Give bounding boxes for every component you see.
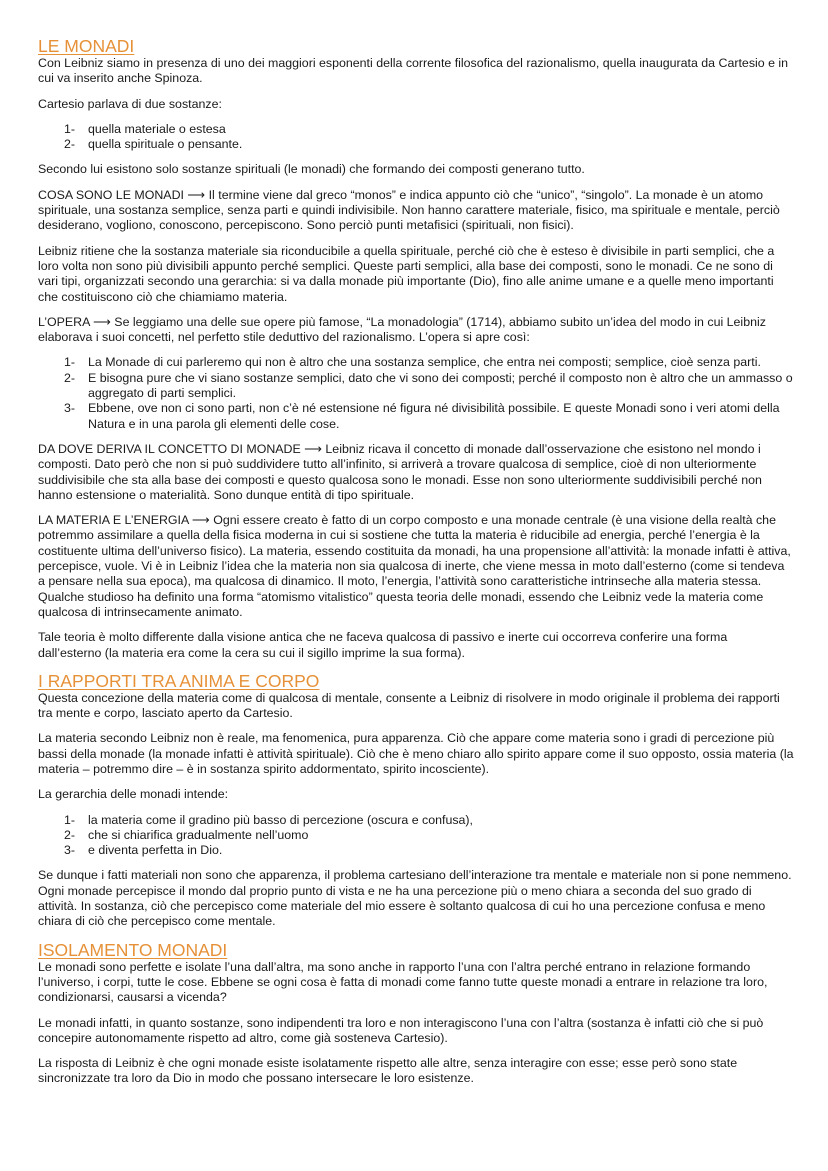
paragraph: Questa concezione della materia come di qualcosa di mentale, consente a Leibniz di risolvere in modo originale il problema dei rapporti tra mente e corpo, lasciato aperto da Cartesio. xyxy=(38,690,780,721)
list-number: 2- xyxy=(64,137,76,152)
list-number: 2- xyxy=(64,370,76,385)
list-item xyxy=(38,355,794,370)
list-number: 1- xyxy=(64,812,76,827)
paragraph: Leibniz ritiene che la sostanza materiale sia riconducibile a quella spirituale, perché ciò che è esteso è divisibile in parti semplici, che a loro volta non sono più divisibili appunto perché semplici. Queste parti semplici, alla base dei composti, sono le monadi. Ce ne sono di vari tipi, organizzati secondo una gerarchia: si va dalla monade più importante (Dio), fino alle anime umane e a quelle meno importanti che costituiscono ciò che chiamiamo materia. xyxy=(38,243,775,304)
paragraph: COSA SONO LE MONADI ⟶ Il termine viene dal greco “monos” e indica appunto ciò che “unico”, “singolo”. La monade è un atomo spirituale, una sostanza semplice, senza parti e quindi indivisibile. Non hanno carattere materiale, fisico, ma spirituale e mentale, perciò desiderano, vogliono, conoscono, percepiscono. Sono perciò punti metafisici (spirituali, non fisici). xyxy=(38,187,780,233)
section-title: I RAPPORTI TRA ANIMA E CORPO xyxy=(38,670,320,691)
list-text: e diventa perfetta in Dio. xyxy=(88,843,223,858)
list-text: E bisogna pure che vi siano sostanze semplici, dato che vi sono dei composti; perché il composto non è altro che un ammasso o aggregato di parti semplici. xyxy=(88,370,793,401)
list-text: Ebbene, ove non ci sono parti, non c’è né estensione né figura né divisibilità possibile. E queste Monadi sono i veri atomi della Natura e in una parola gli elementi delle cose. xyxy=(88,401,780,431)
list-item xyxy=(38,122,794,137)
numbered-list xyxy=(38,122,794,153)
list-text: La Monade di cui parleremo qui non è altro che una sostanza semplice, che entra nei composti; semplice, cioè senza parti. xyxy=(88,355,761,370)
list-number: 3- xyxy=(64,401,76,416)
list-number: 1- xyxy=(64,355,76,370)
paragraph: Tale teoria è molto differente dalla visione antica che ne faceva qualcosa di passivo e inerte cui occorreva conferire una forma dall’esterno (la materia era come la cera su cui il sigillo imprime la sua forma). xyxy=(38,630,728,660)
paragraph: La gerarchia delle monadi intende: xyxy=(38,787,229,802)
list-item xyxy=(38,813,794,828)
paragraph: La materia secondo Leibniz non è reale, ma fenomenica, pura apparenza. Ciò che appare come materia sono i gradi di percezione più bassi della monade (la monade infatti è attività spirituale). Ciò che è meno chiaro allo spirito appare come il suo opposto, ossia materia (la materia – potremmo dire – è in sostanza spirito addormentato, spirito incosciente). xyxy=(38,731,794,776)
paragraph: DA DOVE DERIVA IL CONCETTO DI MONADE ⟶ Leibniz ricava il concetto di monade dall’osservazione che esistono nel mondo i composti. Dato però che non si può suddividere tutto all’infinito, si arriverà a trovare qualcosa di semplice, cioè di non ulteriormente suddivisibile che sta alla base dei composti e questo qualcosa sono le monadi. Esse non sono ulteriormente suddivisibili perché non hanno estensione o materialità. Sono dunque entità di tipo spirituale. xyxy=(38,441,762,502)
list-text: che si chiarifica gradualmente nell’uomo xyxy=(88,827,309,842)
paragraph: Con Leibniz siamo in presenza di uno dei maggiori esponenti della corrente filosofica del razionalismo, quella inaugurata da Cartesio e in cui va inserito anche Spinoza. xyxy=(38,56,789,86)
paragraph: Secondo lui esistono solo sostanze spirituali (le monadi) che formando dei composti generano tutto. xyxy=(38,162,585,177)
paragraph: Le monadi infatti, in quanto sostanze, sono indipendenti tra loro e non interagiscono l’una con l’altra (sostanza è infatti ciò che si può concepire autonomamente rispetto ad altro, come già sosteneva Cartesio). xyxy=(38,1015,764,1045)
list-text: quella spirituale o pensante. xyxy=(88,137,243,152)
list-number: 1- xyxy=(64,121,76,136)
list-number: 2- xyxy=(64,827,76,842)
paragraph: La risposta di Leibniz è che ogni monade esiste isolatamente rispetto alle altre, senza interagire con esse; esse però sono state sincronizzate tra loro da Dio in modo che possano intersecare le loro esistenze. xyxy=(38,1056,738,1086)
section-rapporti-anima-corpo xyxy=(38,671,794,930)
numbered-list xyxy=(38,813,794,859)
list-item xyxy=(38,401,794,432)
list-text: quella materiale o estesa xyxy=(88,121,226,136)
paragraph: LA MATERIA E L’ENERGIA ⟶ Ogni essere creato è fatto di un corpo composto e una monade centrale (è una visione della realtà che potremmo assimilare a quella della fisica moderna in cui si sostiene che tutta la materia è riducibile ad energia, perché l’energia è la costituente ultima dell’universo fisico). La materia, essendo costituita da monadi, ha una propensione all’attività: la monade infatti è attiva, percepisce, vuole. Vi è in Leibniz l’idea che la materia non sia qualcosa di inerte, che viene messa in moto dall’esterno (come si tendeva a pensare nella sua epoca), ma qualcosa di dinamico. Il moto, l’energia, l’attività sono caratteristiche intrinseche alla materia stessa. Qualche studioso ha definito una forma “atomismo vitalistico” questa teoria delle monadi, essendo che Leibniz vede la materia come qualcosa di intrinsecamente animato. xyxy=(38,513,791,619)
paragraph: Le monadi sono perfette e isolate l’una dall’altra, ma sono anche in rapporto l’una con l’altra perché entrano in relazione formando l’universo, i corpi, tutte le cose. Ebbene se ogni cosa è fatta di monadi come fanno tutte queste monadi a entrare in relazione tra loro, condizionarsi, causarsi a vicenda? xyxy=(38,959,768,1005)
list-item xyxy=(38,828,794,843)
list-item xyxy=(38,371,794,402)
paragraph: Se dunque i fatti materiali non sono che apparenza, il problema cartesiano dell’interazione tra mentale e materiale non si pone nemmeno. Ogni monade percepisce il mondo dal proprio punto di vista e ne ha una percezione più o meno chiara a seconda del suo grado di attività. In sostanza, ciò che percepisco come materiale del mio essere è soltanto qualcosa di cui ho una percezione confusa e meno chiara di ciò che percepisco come mentale. xyxy=(38,868,792,929)
list-number: 3- xyxy=(64,843,76,858)
list-item xyxy=(38,843,794,858)
list-text: la materia come il gradino più basso di percezione (oscura e confusa), xyxy=(88,812,473,827)
section-le-monadi xyxy=(38,36,794,661)
numbered-list xyxy=(38,355,794,431)
section-isolamento-monadi xyxy=(38,940,794,1087)
section-title: LE MONADI xyxy=(38,36,135,56)
section-title: ISOLAMENTO MONADI xyxy=(38,939,228,960)
paragraph: Cartesio parlava di due sostanze: xyxy=(38,96,222,111)
document-page xyxy=(38,36,794,1097)
paragraph: L’OPERA ⟶ Se leggiamo una delle sue opere più famose, “La monadologia” (1714), abbiamo subito un’idea del modo in cui Leibniz elaborava i suoi concetti, nel perfetto stile deduttivo del razionalismo. L’opera si apre così: xyxy=(38,314,766,345)
list-item xyxy=(38,137,794,152)
